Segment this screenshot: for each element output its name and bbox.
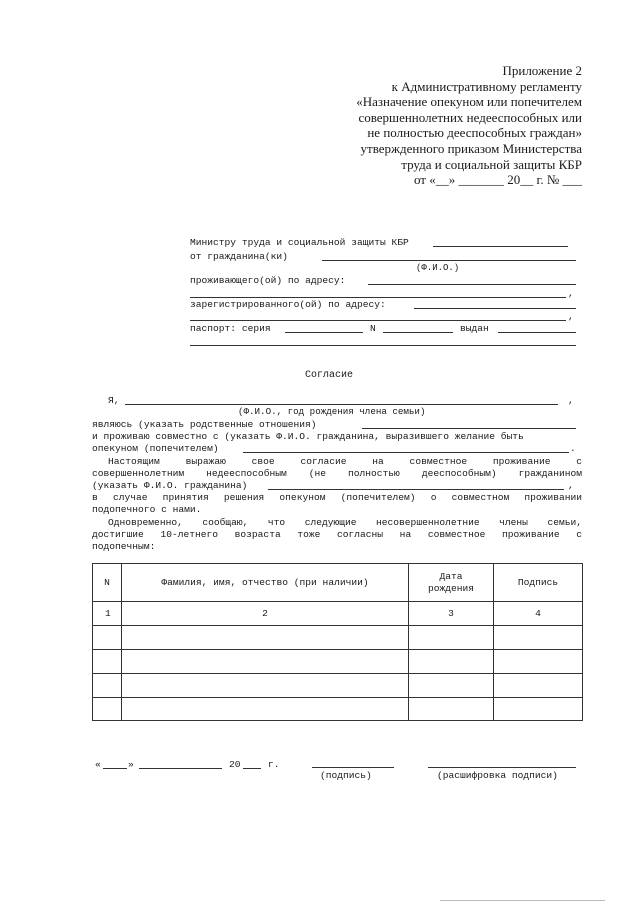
comma: , (568, 288, 574, 299)
date-quote-close: » (128, 759, 134, 770)
table-cell (409, 674, 494, 698)
table-cell (93, 626, 122, 650)
table-row (93, 698, 583, 721)
appendix-line: к Административному регламенту (391, 78, 582, 94)
scan-divider (440, 900, 605, 901)
table-header-signature: Подпись (494, 564, 583, 602)
date-year-line (243, 768, 261, 769)
comma: , (568, 395, 574, 406)
date-year-suffix: г. (268, 759, 280, 770)
table-cell (122, 674, 409, 698)
lives-with-text-2: опекуном (попечителем) (92, 443, 219, 454)
table-row (93, 650, 583, 674)
table-cell (494, 698, 583, 721)
member-fio-line (125, 404, 558, 405)
appendix-date-line: от «__» _______ 20__ г. № ___ (413, 172, 582, 188)
table-cell (409, 626, 494, 650)
registered-address-line (414, 308, 576, 309)
table-cell: 4 (494, 602, 583, 626)
table-cell: 2 (122, 602, 409, 626)
to-minister: Министру труда и социальной защиты КБР (190, 237, 409, 248)
appendix-line: труда и социальной защиты КБР (401, 156, 582, 172)
table-header-number: N (93, 564, 122, 602)
minors-text-2: достигшие 10-летнего возраста тоже согласны на совместное проживание с (92, 529, 582, 540)
table-cell (93, 650, 122, 674)
minors-table (92, 563, 583, 721)
registered-address-label: зарегистрированного(ой) по адресу: (190, 299, 386, 310)
signature-decode-hint: (расшифровка подписи) (437, 770, 558, 781)
consent-text-1: Настоящим выражаю свое согласие на совместное проживание с (108, 456, 582, 467)
relation-line (362, 428, 576, 429)
minister-name-line (433, 246, 568, 247)
date-month-line (139, 768, 222, 769)
table-cell: 1 (93, 602, 122, 626)
relation-label: являюсь (указать родственные отношения) (92, 419, 317, 430)
table-cell (494, 650, 583, 674)
living-address-label: проживающего(ой) по адресу: (190, 275, 346, 286)
consent-text-4: в случае принятия решения опекуном (попечителем) о совместном проживании (92, 492, 582, 503)
page-title: Согласие (305, 370, 354, 381)
guardian-line (243, 452, 569, 453)
table-header-birthdate: Дата рождения (409, 564, 494, 602)
fio-hint: (Ф.И.О.) (416, 263, 460, 273)
date-quote-open: « (95, 759, 101, 770)
living-address-line-2 (190, 297, 566, 298)
minors-text-3: подопечным: (92, 541, 156, 552)
consent-text-5: подопечного с нами. (92, 504, 202, 515)
passport-issued-line (498, 332, 576, 333)
table-cell (494, 626, 583, 650)
lives-with-text: и проживаю совместно с (указать Ф.И.О. гражданина, выразившего желание быть (92, 431, 524, 442)
registered-address-line-2 (190, 320, 566, 321)
passport-issued-label: выдан (460, 323, 489, 334)
table-cell (93, 674, 122, 698)
body-i: Я, (108, 395, 120, 406)
table-cell (494, 674, 583, 698)
appendix-block (356, 63, 582, 188)
from-citizen: от гражданина(ки) (190, 251, 288, 262)
table-cell (122, 698, 409, 721)
passport-series-label: паспорт: серия (190, 323, 271, 334)
table-cell (122, 650, 409, 674)
table-cell (122, 626, 409, 650)
comma: , (568, 480, 574, 491)
appendix-line: утвержденного приказом Министерства (360, 140, 582, 156)
appendix-line: Приложение 2 (502, 63, 582, 78)
passport-number-line (383, 332, 453, 333)
table-cell (93, 698, 122, 721)
table-cell (409, 698, 494, 721)
table-header-row (93, 564, 583, 602)
citizen-name-line (322, 260, 576, 261)
table-cell (409, 650, 494, 674)
passport-issued-line-2 (190, 345, 576, 346)
table-row (93, 674, 583, 698)
date-year: 20 (229, 759, 241, 770)
consent-text-2: совершеннолетним недееспособным (не полностью дееспособным) гражданином (92, 468, 582, 479)
signature-decode-line (428, 767, 576, 768)
consent-text-3: (указать Ф.И.О. гражданина) (92, 480, 248, 491)
table-header-fio: Фамилия, имя, отчество (при наличии) (122, 564, 409, 602)
appendix-line: совершеннолетних недееспособных или (358, 109, 582, 125)
appendix-line: не полностью дееспособных граждан» (367, 125, 582, 141)
passport-series-line (285, 332, 363, 333)
table-cell: 3 (409, 602, 494, 626)
living-address-line (368, 284, 576, 285)
period: . (570, 443, 576, 454)
table-row (93, 602, 583, 626)
passport-number-label: N (370, 323, 376, 334)
ward-name-line (268, 489, 564, 490)
table-row (93, 626, 583, 650)
signature-line (312, 767, 394, 768)
comma: , (568, 311, 574, 322)
date-day-line (103, 768, 127, 769)
appendix-line: «Назначение опекуном или попечителем (356, 94, 582, 110)
signature-hint: (подпись) (320, 770, 372, 781)
member-fio-hint: (Ф.И.О., год рождения члена семьи) (238, 406, 426, 417)
minors-text-1: Одновременно, сообщаю, что следующие несовершеннолетние члены семьи, (108, 517, 582, 528)
